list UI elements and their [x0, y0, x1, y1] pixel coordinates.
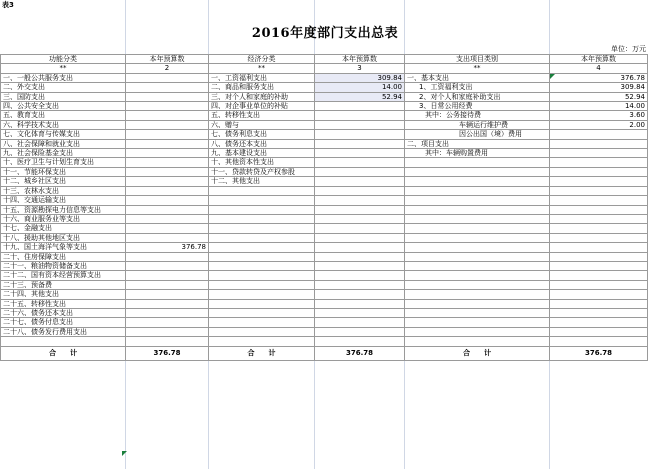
- index-cell[interactable]: 2: [126, 64, 209, 73]
- budget1-cell[interactable]: [126, 139, 209, 148]
- budget3-cell[interactable]: [550, 299, 648, 308]
- func-cell[interactable]: 十、医疗卫生与计划生育支出: [1, 158, 126, 167]
- budget1-cell[interactable]: [126, 280, 209, 289]
- budget2-cell[interactable]: 309.84: [315, 73, 405, 82]
- budget3-cell[interactable]: [550, 337, 648, 346]
- expproj-cell[interactable]: [405, 327, 550, 336]
- table-row: [1, 167, 648, 176]
- econ-cell[interactable]: 一、工资福利支出: [209, 73, 315, 82]
- page-title: 2016年度部门支出总表: [251, 26, 399, 41]
- func-cell[interactable]: 二十、住房保障支出: [1, 252, 126, 261]
- func-cell[interactable]: 十四、交通运输支出: [1, 196, 126, 205]
- econ-cell[interactable]: 三、对个人和家庭的补助: [209, 92, 315, 101]
- econ-cell[interactable]: [209, 299, 315, 308]
- budget1-cell[interactable]: [126, 318, 209, 327]
- budget2-cell[interactable]: [315, 308, 405, 317]
- table-row: [1, 102, 648, 111]
- budget1-cell[interactable]: [126, 308, 209, 317]
- budget1-cell[interactable]: [126, 130, 209, 139]
- unit-label: 单位：万元: [611, 45, 646, 53]
- expproj-cell[interactable]: [405, 214, 550, 223]
- table-row: [1, 196, 648, 205]
- expproj-cell[interactable]: [405, 196, 550, 205]
- table-row: [1, 149, 648, 158]
- budget2-cell[interactable]: 52.94: [315, 92, 405, 101]
- table-row: [1, 92, 648, 101]
- expproj-cell[interactable]: 1、工资福利支出: [405, 83, 550, 92]
- econ-cell[interactable]: [209, 280, 315, 289]
- budget3-cell[interactable]: [550, 214, 648, 223]
- expproj-cell[interactable]: 因公出国（境）费用: [405, 130, 550, 139]
- table-row: [1, 271, 648, 280]
- budget2-cell[interactable]: [315, 149, 405, 158]
- table-row: [1, 337, 648, 346]
- func-cell[interactable]: 五、教育支出: [1, 111, 126, 120]
- econ-cell[interactable]: 九、基本建设支出: [209, 149, 315, 158]
- expproj-cell[interactable]: [405, 280, 550, 289]
- table-row: [1, 233, 648, 242]
- table-row: [1, 290, 648, 299]
- expproj-cell[interactable]: [405, 308, 550, 317]
- expproj-cell[interactable]: 一、基本支出: [405, 73, 550, 82]
- budget2-cell[interactable]: [315, 158, 405, 167]
- budget3-cell[interactable]: [550, 233, 648, 242]
- budget3-cell[interactable]: 376.78: [550, 73, 648, 82]
- budget2-cell[interactable]: [315, 233, 405, 242]
- budget1-cell[interactable]: [126, 83, 209, 92]
- table-row: [1, 280, 648, 289]
- budget3-cell[interactable]: [550, 186, 648, 195]
- func-cell[interactable]: 七、文化体育与传媒支出: [1, 130, 126, 139]
- budget2-cell[interactable]: [315, 299, 405, 308]
- index-cell[interactable]: **: [405, 64, 550, 73]
- table-row: [1, 224, 648, 233]
- budget1-cell[interactable]: 376.78: [126, 243, 209, 252]
- header-budget3[interactable]: 本年预算数: [550, 55, 648, 64]
- func-cell[interactable]: 十九、国土海洋气象等支出: [1, 243, 126, 252]
- table-row: [1, 252, 648, 261]
- total-label[interactable]: 合 计: [209, 346, 315, 360]
- budget1-cell[interactable]: [126, 327, 209, 336]
- table-row: [1, 177, 648, 186]
- total-label[interactable]: 合 计: [1, 346, 126, 360]
- expproj-cell[interactable]: [405, 205, 550, 214]
- table-row: [1, 327, 648, 336]
- econ-cell[interactable]: [209, 252, 315, 261]
- total-value[interactable]: 376.78: [126, 346, 209, 360]
- budget2-cell[interactable]: [315, 271, 405, 280]
- econ-cell[interactable]: [209, 308, 315, 317]
- func-cell[interactable]: 八、社会保障和就业支出: [1, 139, 126, 148]
- budget1-cell[interactable]: [126, 214, 209, 223]
- econ-cell[interactable]: 五、转移性支出: [209, 111, 315, 120]
- func-cell[interactable]: 三、国防支出: [1, 92, 126, 101]
- expproj-cell[interactable]: [405, 233, 550, 242]
- econ-cell[interactable]: [209, 214, 315, 223]
- expproj-cell[interactable]: [405, 337, 550, 346]
- table-row: [1, 158, 648, 167]
- budget3-cell[interactable]: 2.00: [550, 120, 648, 129]
- budget3-cell[interactable]: [550, 224, 648, 233]
- comment-marker-icon: [122, 451, 127, 456]
- econ-cell[interactable]: 十二、其他支出: [209, 177, 315, 186]
- func-cell[interactable]: [1, 337, 126, 346]
- budget2-cell[interactable]: [315, 261, 405, 270]
- expproj-cell[interactable]: [405, 167, 550, 176]
- table-row: [1, 139, 648, 148]
- budget2-cell[interactable]: [315, 111, 405, 120]
- budget1-cell[interactable]: [126, 299, 209, 308]
- func-cell[interactable]: 二十二、国有资本经营预算支出: [1, 271, 126, 280]
- budget2-cell[interactable]: [315, 252, 405, 261]
- budget3-cell[interactable]: 3.60: [550, 111, 648, 120]
- func-cell[interactable]: 四、公共安全支出: [1, 102, 126, 111]
- expproj-cell[interactable]: 其中：公务接待费: [405, 111, 550, 120]
- header-budget1[interactable]: 本年预算数: [126, 55, 209, 64]
- func-cell[interactable]: 十二、城乡社区支出: [1, 177, 126, 186]
- expproj-cell[interactable]: [405, 252, 550, 261]
- expproj-cell[interactable]: 车辆运行维护费: [405, 120, 550, 129]
- budget1-cell[interactable]: [126, 149, 209, 158]
- econ-cell[interactable]: 七、债务利息支出: [209, 130, 315, 139]
- budget1-cell[interactable]: [126, 290, 209, 299]
- econ-cell[interactable]: 十、其他资本性支出: [209, 158, 315, 167]
- func-cell[interactable]: 二十一、粮油物资储备支出: [1, 261, 126, 270]
- table-row: [1, 111, 648, 120]
- table-row: [1, 214, 648, 223]
- budget2-cell[interactable]: [315, 130, 405, 139]
- header-budget2[interactable]: 本年预算数: [315, 55, 405, 64]
- budget1-cell[interactable]: [126, 111, 209, 120]
- expproj-cell[interactable]: 二、项目支出: [405, 139, 550, 148]
- budget2-cell[interactable]: [315, 186, 405, 195]
- index-cell[interactable]: **: [209, 64, 315, 73]
- expproj-cell[interactable]: [405, 299, 550, 308]
- index-cell[interactable]: 4: [550, 64, 648, 73]
- budget2-cell[interactable]: [315, 102, 405, 111]
- expproj-cell[interactable]: 其中：车辆购置费用: [405, 149, 550, 158]
- budget3-cell[interactable]: 52.94: [550, 92, 648, 101]
- index-row: [1, 64, 648, 73]
- budget2-cell[interactable]: [315, 167, 405, 176]
- budget1-cell[interactable]: [126, 271, 209, 280]
- table-row: [1, 299, 648, 308]
- budget1-cell[interactable]: [126, 224, 209, 233]
- budget-table: [0, 54, 648, 361]
- budget1-cell[interactable]: [126, 92, 209, 101]
- func-cell[interactable]: 二十八、债务发行费用支出: [1, 327, 126, 336]
- econ-cell[interactable]: 六、赠与: [209, 120, 315, 129]
- budget3-cell[interactable]: [550, 243, 648, 252]
- expproj-cell[interactable]: 2、对个人和家庭补助支出: [405, 92, 550, 101]
- func-cell[interactable]: 二十七、债务付息支出: [1, 318, 126, 327]
- table-row: [1, 261, 648, 270]
- func-cell[interactable]: 十六、商业服务业等支出: [1, 214, 126, 223]
- total-label[interactable]: 合 计: [405, 346, 550, 360]
- budget1-cell[interactable]: [126, 167, 209, 176]
- econ-cell[interactable]: [209, 243, 315, 252]
- budget3-cell[interactable]: 14.00: [550, 102, 648, 111]
- table-row: [1, 83, 648, 92]
- budget1-cell[interactable]: [126, 261, 209, 270]
- budget3-cell[interactable]: 309.84: [550, 83, 648, 92]
- func-cell[interactable]: 六、科学技术支出: [1, 120, 126, 129]
- econ-cell[interactable]: 二、商品和服务支出: [209, 83, 315, 92]
- func-cell[interactable]: 十五、资源勘探电力信息等支出: [1, 205, 126, 214]
- budget2-cell[interactable]: [315, 196, 405, 205]
- econ-cell[interactable]: [209, 337, 315, 346]
- expproj-cell[interactable]: [405, 243, 550, 252]
- budget3-cell[interactable]: [550, 290, 648, 299]
- func-cell[interactable]: 二十三、预备费: [1, 280, 126, 289]
- budget3-cell[interactable]: [550, 308, 648, 317]
- budget2-cell[interactable]: [315, 280, 405, 289]
- econ-cell[interactable]: [209, 290, 315, 299]
- econ-cell[interactable]: [209, 205, 315, 214]
- func-cell[interactable]: 十八、援助其他地区支出: [1, 233, 126, 242]
- budget2-cell[interactable]: [315, 120, 405, 129]
- index-cell[interactable]: **: [1, 64, 126, 73]
- total-value[interactable]: 376.78: [550, 346, 648, 360]
- table-row: [1, 130, 648, 139]
- header-row: [1, 55, 648, 64]
- budget2-cell[interactable]: [315, 327, 405, 336]
- budget1-cell[interactable]: [126, 252, 209, 261]
- econ-cell[interactable]: [209, 327, 315, 336]
- budget2-cell[interactable]: [315, 214, 405, 223]
- func-cell[interactable]: 九、社会保险基金支出: [1, 149, 126, 158]
- budget2-cell[interactable]: [315, 243, 405, 252]
- budget2-cell[interactable]: [315, 139, 405, 148]
- func-cell[interactable]: 二十五、转移性支出: [1, 299, 126, 308]
- expproj-cell[interactable]: [405, 158, 550, 167]
- budget3-cell[interactable]: [550, 205, 648, 214]
- expproj-cell[interactable]: 3、日常公用经费: [405, 102, 550, 111]
- budget2-cell[interactable]: [315, 205, 405, 214]
- econ-cell[interactable]: [209, 233, 315, 242]
- budget1-cell[interactable]: [126, 186, 209, 195]
- table-row: [1, 186, 648, 195]
- econ-cell[interactable]: 十一、贷款转贷及产权参股: [209, 167, 315, 176]
- econ-cell[interactable]: [209, 186, 315, 195]
- budget3-cell[interactable]: [550, 130, 648, 139]
- table-row: [1, 243, 648, 252]
- budget3-cell[interactable]: [550, 252, 648, 261]
- budget1-cell[interactable]: [126, 233, 209, 242]
- budget3-cell[interactable]: [550, 261, 648, 270]
- expproj-cell[interactable]: [405, 224, 550, 233]
- budget2-cell[interactable]: [315, 177, 405, 186]
- budget3-cell[interactable]: [550, 177, 648, 186]
- expproj-cell[interactable]: [405, 177, 550, 186]
- func-cell[interactable]: 一、一般公共服务支出: [1, 73, 126, 82]
- budget2-cell[interactable]: [315, 290, 405, 299]
- expproj-cell[interactable]: [405, 290, 550, 299]
- expproj-cell[interactable]: [405, 271, 550, 280]
- budget2-cell[interactable]: [315, 224, 405, 233]
- budget3-cell[interactable]: [550, 167, 648, 176]
- econ-cell[interactable]: 四、对企事业单位的补贴: [209, 102, 315, 111]
- sheet-label: 表3: [2, 1, 14, 9]
- budget3-cell[interactable]: [550, 158, 648, 167]
- budget1-cell[interactable]: [126, 205, 209, 214]
- comment-marker-icon: [550, 74, 555, 79]
- func-cell[interactable]: 二十六、债务还本支出: [1, 308, 126, 317]
- header-expproj[interactable]: 支出项目类别: [405, 55, 550, 64]
- budget1-cell[interactable]: [126, 102, 209, 111]
- total-row: [1, 346, 648, 360]
- budget1-cell[interactable]: [126, 158, 209, 167]
- func-cell[interactable]: 十三、农林水支出: [1, 186, 126, 195]
- budget3-cell[interactable]: [550, 318, 648, 327]
- budget1-cell[interactable]: [126, 337, 209, 346]
- budget1-cell[interactable]: [126, 73, 209, 82]
- econ-cell[interactable]: [209, 318, 315, 327]
- econ-cell[interactable]: [209, 196, 315, 205]
- header-func[interactable]: 功能分类: [1, 55, 126, 64]
- expproj-cell[interactable]: [405, 261, 550, 270]
- budget1-cell[interactable]: [126, 196, 209, 205]
- budget3-cell[interactable]: [550, 271, 648, 280]
- budget1-cell[interactable]: [126, 177, 209, 186]
- expproj-cell[interactable]: [405, 318, 550, 327]
- table-row: [1, 318, 648, 327]
- func-cell[interactable]: 十一、节能环保支出: [1, 167, 126, 176]
- expproj-cell[interactable]: [405, 186, 550, 195]
- budget3-cell[interactable]: [550, 196, 648, 205]
- table-row: [1, 120, 648, 129]
- func-cell[interactable]: 二十四、其他支出: [1, 290, 126, 299]
- func-cell[interactable]: 二、外交支出: [1, 83, 126, 92]
- budget2-cell[interactable]: 14.00: [315, 83, 405, 92]
- budget2-cell[interactable]: [315, 337, 405, 346]
- index-cell[interactable]: 3: [315, 64, 405, 73]
- budget3-cell[interactable]: [550, 327, 648, 336]
- econ-cell[interactable]: [209, 261, 315, 270]
- header-econ[interactable]: 经济分类: [209, 55, 315, 64]
- econ-cell[interactable]: [209, 224, 315, 233]
- econ-cell[interactable]: 八、债务还本支出: [209, 139, 315, 148]
- econ-cell[interactable]: [209, 271, 315, 280]
- total-value[interactable]: 376.78: [315, 346, 405, 360]
- table-row: [1, 308, 648, 317]
- budget3-cell[interactable]: [550, 149, 648, 158]
- budget3-cell[interactable]: [550, 139, 648, 148]
- budget2-cell[interactable]: [315, 318, 405, 327]
- func-cell[interactable]: 十七、金融支出: [1, 224, 126, 233]
- budget3-cell[interactable]: [550, 280, 648, 289]
- budget1-cell[interactable]: [126, 120, 209, 129]
- table-row: [1, 205, 648, 214]
